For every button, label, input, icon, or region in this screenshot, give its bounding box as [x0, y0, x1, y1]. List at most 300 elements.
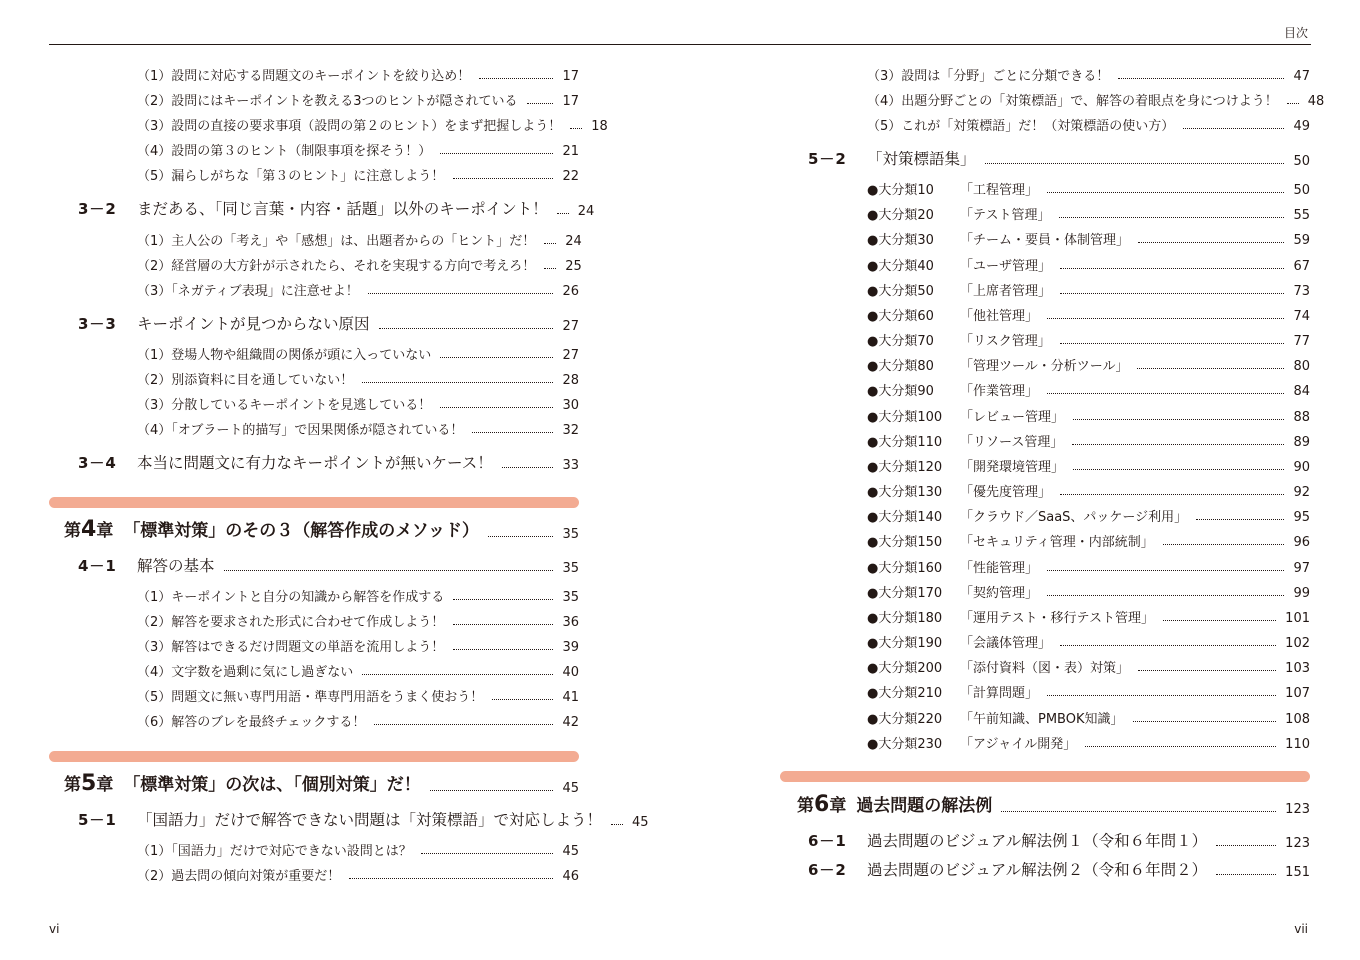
toc-section-entry[interactable]: [78, 314, 579, 334]
category-title: [867, 657, 1129, 676]
category-title: [867, 733, 1076, 752]
page-number: 108: [1285, 712, 1310, 727]
dot-leader: [1072, 444, 1284, 445]
dot-leader: [1047, 393, 1284, 394]
dot-leader: [440, 153, 553, 154]
category-name: 「添付資料（図・表）対策」: [960, 661, 1130, 676]
section-title: 解答の基本: [137, 557, 215, 575]
page-number: 80: [1293, 359, 1310, 374]
dot-leader: [362, 674, 553, 675]
dot-leader: [1138, 242, 1284, 243]
page-number: 74: [1293, 309, 1310, 324]
category-name: 「運用テスト・移行テスト管理」: [960, 611, 1154, 626]
toc-entry[interactable]: [137, 864, 579, 884]
entry-title: （3）解答はできるだけ問題文の単語を流用しよう！: [137, 640, 445, 655]
toc-entry[interactable]: [867, 114, 1310, 134]
category-label: ●大分類10: [867, 183, 934, 198]
entry-title: （1）主人公の「考え」や「感想」は、出題者からの「ヒント」だ！: [137, 234, 536, 249]
dot-leader: [1183, 128, 1284, 129]
dot-leader: [1138, 670, 1276, 671]
toc-category-entry[interactable]: [867, 304, 1310, 324]
category-label: ●大分類180: [867, 611, 943, 626]
dot-leader: [611, 824, 623, 825]
entry-title: （1）キーポイントと自分の知識から解答を作成する: [137, 590, 445, 605]
category-label: ●大分類90: [867, 384, 934, 399]
page-number: 90: [1293, 460, 1310, 475]
category-label: ●大分類130: [867, 485, 943, 500]
toc-chapter-entry[interactable]: [797, 793, 1310, 817]
chapter-prefix: 第: [64, 521, 81, 541]
chapter-suffix: 章: [829, 796, 847, 816]
entry-title: （5）問題文に無い専門用語・準専門用語をうまく使おう！: [137, 690, 484, 705]
category-title: [867, 305, 1038, 324]
toc-entry[interactable]: [137, 229, 582, 249]
dot-leader: [1163, 620, 1276, 621]
dot-leader: [362, 382, 553, 383]
entry-title: （3）設問は「分野」ごとに分類できる！: [867, 69, 1110, 84]
category-name: 「セキュリティ管理・内部統制」: [960, 535, 1154, 550]
category-title: [867, 229, 1129, 248]
toc-entry[interactable]: [137, 585, 579, 605]
section-title: まだある、「同じ言葉・内容・話題」以外のキーポイント！: [137, 200, 548, 218]
section-number: 5－1: [78, 811, 117, 829]
page-number: 95: [1293, 510, 1310, 525]
page-number: 25: [565, 259, 582, 274]
category-label: ●大分類70: [867, 334, 934, 349]
category-name: 「チーム・要員・体制管理」: [960, 233, 1130, 248]
dot-leader: [1059, 217, 1284, 218]
dot-leader: [570, 128, 582, 129]
page-number: 39: [562, 640, 579, 655]
page-number: 84: [1293, 384, 1310, 399]
page-number: 123: [1285, 836, 1310, 851]
toc-category-entry[interactable]: [867, 480, 1310, 500]
page-number: 40: [562, 665, 579, 680]
page-number: 46: [562, 869, 579, 884]
toc-category-entry[interactable]: [867, 254, 1310, 274]
category-title: [867, 506, 1187, 525]
page-number: 99: [1293, 586, 1310, 601]
category-name: 「作業管理」: [960, 384, 1039, 399]
dot-leader: [1047, 595, 1284, 596]
dot-leader: [479, 78, 553, 79]
category-name: 「開発環境管理」: [960, 460, 1065, 475]
page-number: 42: [562, 715, 579, 730]
chapter-title: [64, 516, 479, 542]
page-number: 101: [1285, 611, 1310, 626]
dot-leader: [1163, 544, 1285, 545]
category-name: 「性能管理」: [960, 561, 1039, 576]
category-name: 「契約管理」: [960, 586, 1039, 601]
toc-section-entry[interactable]: [78, 810, 649, 830]
toc-entry[interactable]: [137, 710, 579, 730]
category-label: ●大分類60: [867, 309, 934, 324]
entry-title: （2）経営層の大方針が示されたら、それを実現する方向で考えろ！: [137, 259, 536, 274]
dot-leader: [1060, 494, 1284, 495]
page-number: 17: [562, 69, 579, 84]
toc-entry[interactable]: [137, 139, 579, 159]
toc-category-entry[interactable]: [867, 732, 1310, 752]
toc-category-entry[interactable]: [867, 430, 1310, 450]
dot-leader: [1073, 419, 1284, 420]
category-name: 「クラウド／SaaS、パッケージ利用」: [960, 510, 1188, 525]
category-label: ●大分類190: [867, 636, 943, 651]
category-title: [867, 355, 1128, 374]
toc-category-entry[interactable]: [867, 681, 1310, 701]
entry-title: （1）「国語力」だけで対応できない設問とは？: [137, 844, 412, 859]
toc-category-entry[interactable]: [867, 556, 1310, 576]
page-number: 123: [1285, 802, 1310, 817]
page-number: 89: [1293, 435, 1310, 450]
entry-title: （5）漏らしがちな「第３のヒント」に注意しよう！: [137, 169, 445, 184]
category-label: ●大分類230: [867, 737, 943, 752]
category-label: ●大分類40: [867, 259, 934, 274]
toc-entry[interactable]: [137, 610, 579, 630]
chapter-title-text: 「標準対策」の次は、「個別対策」だ！: [123, 775, 421, 795]
dot-leader: [1133, 721, 1277, 722]
dot-leader: [1196, 519, 1284, 520]
dot-leader: [985, 163, 1285, 164]
toc-entry[interactable]: [137, 685, 579, 705]
category-name: 「テスト管理」: [960, 208, 1051, 223]
toc-entry[interactable]: [137, 418, 579, 438]
entry-title: （2）設問にはキーポイントを教える3つのヒントが隠されている: [137, 94, 518, 109]
page-number: 27: [562, 319, 579, 334]
category-name: 「上席者管理」: [960, 284, 1052, 299]
dot-leader: [1047, 192, 1284, 193]
section-title: キーポイントが見つからない原因: [137, 315, 370, 333]
dot-leader: [1047, 318, 1284, 319]
dot-leader: [1137, 368, 1284, 369]
toc-category-entry[interactable]: [867, 631, 1310, 651]
category-title: [867, 380, 1038, 399]
category-name: 「会議体管理」: [960, 636, 1052, 651]
toc-category-entry[interactable]: [867, 656, 1310, 676]
dot-leader: [1216, 874, 1276, 875]
entry-title: （2）別添資料に目を通していない！: [137, 373, 354, 388]
page-number: 96: [1293, 535, 1310, 550]
toc-entry[interactable]: [137, 660, 579, 680]
dot-leader: [379, 328, 554, 329]
page-number: 35: [562, 561, 579, 576]
category-label: ●大分類220: [867, 712, 943, 727]
toc-entry[interactable]: [137, 64, 579, 84]
dot-leader: [453, 178, 553, 179]
toc-category-entry[interactable]: [867, 707, 1310, 727]
dot-leader: [1073, 469, 1284, 470]
toc-category-entry[interactable]: [867, 228, 1310, 248]
entry-title: （1）登場人物や組織間の関係が頭に入っていない: [137, 348, 432, 363]
category-name: 「リスク管理」: [960, 334, 1051, 349]
category-title: [867, 481, 1051, 500]
dot-leader: [544, 268, 556, 269]
dot-leader: [453, 624, 553, 625]
entry-title: （3）設問の直接の要求事項（設問の第２のヒント）をまず把握しよう！: [137, 119, 562, 134]
category-name: 「計算問題」: [960, 686, 1039, 701]
page-number: 45: [632, 815, 649, 830]
page-number: 110: [1285, 737, 1310, 752]
entry-title: （1）設問に対応する問題文のキーポイントを絞り込め！: [137, 69, 471, 84]
dot-leader: [1060, 293, 1284, 294]
page-number: 67: [1293, 259, 1310, 274]
section-number: 6－1: [808, 832, 847, 850]
category-name: 「午前知識、PMBOK知識」: [960, 712, 1124, 727]
dot-leader: [527, 103, 554, 104]
chapter-prefix: 第: [64, 775, 81, 795]
toc-chapter-entry[interactable]: [64, 518, 579, 542]
chapter-number: 4: [81, 517, 97, 542]
category-title: [867, 607, 1154, 626]
toc-category-entry[interactable]: [867, 203, 1310, 223]
category-name: 「管理ツール・分析ツール」: [960, 359, 1129, 374]
toc-entry[interactable]: [137, 279, 579, 299]
entry-title: （2）過去問の傾向対策が重要だ！: [137, 869, 341, 884]
entry-title: （4）設問の第３のヒント（制限事項を探そう！）: [137, 144, 432, 159]
page-number: 73: [1293, 284, 1310, 299]
category-title: [867, 330, 1051, 349]
category-name: 「他社管理」: [960, 309, 1039, 324]
page-number: 59: [1293, 233, 1310, 248]
entry-title: （3）分散しているキーポイントを見逃している！: [137, 398, 432, 413]
section-title: 本当に問題文に有力なキーポイントが無いケース！: [137, 454, 493, 472]
toc-entry[interactable]: [137, 839, 579, 859]
page-number: 48: [1307, 94, 1325, 109]
page-number: 45: [562, 781, 579, 796]
toc-category-entry[interactable]: [867, 405, 1310, 425]
category-title: [867, 406, 1064, 425]
toc-section-entry[interactable]: [78, 556, 579, 576]
chapter-suffix: 章: [96, 521, 114, 541]
category-title: [867, 708, 1124, 727]
category-title: [867, 456, 1064, 475]
page-number: 22: [562, 169, 579, 184]
page-number: 103: [1285, 661, 1310, 676]
page-number: 36: [562, 615, 579, 630]
dot-leader: [1085, 746, 1276, 747]
toc-chapter-entry[interactable]: [64, 772, 579, 796]
left-page-number: vi: [49, 922, 60, 936]
chapter-6-bar: [780, 771, 1310, 782]
category-label: ●大分類30: [867, 233, 934, 248]
page-number: 77: [1293, 334, 1310, 349]
page-number: 24: [577, 204, 595, 219]
section-number: 3－4: [78, 454, 117, 472]
entry-title: （5）これが「対策標語」だ！（対策標語の使い方）: [867, 119, 1175, 134]
dot-leader: [1287, 103, 1299, 104]
chapter-5-bar: [49, 751, 579, 762]
toc-section-entry[interactable]: [78, 453, 579, 473]
toc-category-entry[interactable]: [867, 455, 1310, 475]
category-title: [867, 179, 1038, 198]
entry-title: （4）文字数を過剰に気にし過ぎない: [137, 665, 354, 680]
chapter-prefix: 第: [797, 796, 814, 816]
dot-leader: [1047, 695, 1276, 696]
dot-leader: [453, 599, 553, 600]
chapter-title-text: 過去問題の解法例: [856, 796, 993, 816]
dot-leader: [1060, 343, 1285, 344]
category-label: ●大分類20: [867, 208, 934, 223]
category-name: 「工程管理」: [960, 183, 1039, 198]
category-label: ●大分類160: [867, 561, 943, 576]
toc-entry[interactable]: [137, 343, 579, 363]
category-title: [867, 582, 1038, 601]
chapter-number: 6: [814, 792, 830, 817]
toc-category-entry[interactable]: [867, 505, 1310, 525]
dot-leader: [1060, 268, 1284, 269]
category-label: ●大分類210: [867, 686, 943, 701]
category-label: ●大分類80: [867, 359, 934, 374]
page-number: 151: [1285, 865, 1310, 880]
section-number: 4－1: [78, 557, 117, 575]
category-title: [867, 557, 1038, 576]
toc-entry[interactable]: [137, 635, 579, 655]
section-title: 過去問題のビジュアル解法例２（令和６年問２）: [867, 861, 1208, 879]
toc-entry[interactable]: [867, 89, 1325, 109]
category-name: 「アジャイル開発」: [960, 737, 1077, 752]
toc-section-entry[interactable]: [808, 860, 1310, 880]
toc-category-entry[interactable]: [867, 606, 1310, 626]
toc-section-entry[interactable]: [808, 831, 1310, 851]
page-number: 17: [562, 94, 579, 109]
toc-category-entry[interactable]: [867, 379, 1310, 399]
page-number: 30: [562, 398, 579, 413]
dot-leader: [224, 570, 554, 571]
category-title: [867, 632, 1051, 651]
category-label: ●大分類140: [867, 510, 943, 525]
dot-leader: [1001, 811, 1276, 812]
dot-leader: [349, 878, 553, 879]
toc-category-entry[interactable]: [867, 530, 1310, 550]
page-number: 27: [562, 348, 579, 363]
page-number: 26: [562, 284, 579, 299]
section-title: 「対策標語集」: [867, 150, 976, 168]
dot-leader: [374, 724, 553, 725]
toc-entry[interactable]: [137, 368, 579, 388]
category-label: ●大分類110: [867, 435, 943, 450]
toc-category-entry[interactable]: [867, 178, 1310, 198]
page-number: 18: [591, 119, 608, 134]
page-number: 49: [1293, 119, 1310, 134]
page-number: 50: [1293, 183, 1310, 198]
page-number: 28: [562, 373, 579, 388]
category-title: [867, 280, 1051, 299]
dot-leader: [557, 213, 569, 214]
page-number: 97: [1293, 561, 1310, 576]
page-number: 47: [1293, 69, 1310, 84]
entry-title: （4）「オブラート的描写」で因果関係が隠されている！: [137, 423, 464, 438]
chapter-title: [797, 791, 992, 817]
dot-leader: [1118, 78, 1284, 79]
dot-leader: [488, 536, 554, 537]
entry-title: （2）解答を要求された形式に合わせて作成しよう！: [137, 615, 445, 630]
entry-title: （3）「ネガティブ表現」に注意せよ！: [137, 284, 359, 299]
category-title: [867, 682, 1038, 701]
right-page-number: vii: [1294, 922, 1308, 936]
category-title: [867, 531, 1154, 550]
section-title: 「国語力」だけで解答できない問題は「対策標語」で対応しよう！: [137, 811, 603, 829]
page-number: 50: [1293, 154, 1310, 169]
dot-leader: [1060, 645, 1276, 646]
dot-leader: [544, 243, 556, 244]
page-number: 92: [1293, 485, 1310, 500]
header-rule: [49, 44, 1311, 45]
category-name: 「レビュー管理」: [960, 410, 1065, 425]
page-number: 41: [562, 690, 579, 705]
dot-leader: [453, 649, 553, 650]
page-number: 45: [562, 844, 579, 859]
toc-section-entry[interactable]: [78, 199, 595, 219]
dot-leader: [430, 790, 554, 791]
toc-entry[interactable]: [867, 64, 1310, 84]
section-number: 3－3: [78, 315, 117, 333]
section-title: 過去問題のビジュアル解法例１（令和６年問１）: [867, 832, 1208, 850]
category-name: 「リソース管理」: [960, 435, 1064, 450]
page-number: 32: [562, 423, 579, 438]
chapter-title: [64, 770, 421, 796]
header-title: 目次: [1283, 26, 1308, 40]
section-number: 3－2: [78, 200, 117, 218]
dot-leader: [502, 467, 554, 468]
dot-leader: [440, 407, 553, 408]
page-number: 102: [1285, 636, 1310, 651]
chapter-number: 5: [81, 771, 97, 796]
dot-leader: [368, 293, 554, 294]
section-number: 6－2: [808, 861, 847, 879]
category-label: ●大分類170: [867, 586, 943, 601]
page-number: 35: [562, 590, 579, 605]
toc-category-entry[interactable]: [867, 354, 1310, 374]
dot-leader: [1047, 570, 1284, 571]
category-title: [867, 204, 1050, 223]
category-title: [867, 255, 1051, 274]
toc-section-entry[interactable]: [808, 149, 1310, 169]
category-label: ●大分類120: [867, 460, 943, 475]
toc-entry[interactable]: [137, 393, 579, 413]
category-name: 「優先度管理」: [960, 485, 1052, 500]
toc-category-entry[interactable]: [867, 279, 1310, 299]
category-label: ●大分類150: [867, 535, 943, 550]
category-title: [867, 431, 1063, 450]
dot-leader: [1216, 845, 1276, 846]
chapter-4-bar: [49, 497, 579, 508]
page-number: 21: [562, 144, 579, 159]
page-number: 107: [1285, 686, 1310, 701]
page-number: 33: [562, 458, 579, 473]
category-label: ●大分類100: [867, 410, 943, 425]
page-number: 35: [562, 527, 579, 542]
dot-leader: [421, 853, 554, 854]
page-number: 24: [565, 234, 582, 249]
category-name: 「ユーザ管理」: [960, 259, 1052, 274]
entry-title: （4）出題分野ごとの「対策標語」で、解答の着眼点を身につけよう！: [867, 94, 1278, 109]
category-label: ●大分類50: [867, 284, 934, 299]
toc-entry[interactable]: [137, 114, 608, 134]
page-number: 88: [1293, 410, 1310, 425]
toc-entry[interactable]: [137, 254, 582, 274]
toc-entry[interactable]: [137, 89, 579, 109]
category-label: ●大分類200: [867, 661, 943, 676]
dot-leader: [492, 699, 553, 700]
dot-leader: [472, 432, 553, 433]
toc-category-entry[interactable]: [867, 581, 1310, 601]
entry-title: （6）解答のブレを最終チェックする！: [137, 715, 366, 730]
toc-category-entry[interactable]: [867, 329, 1310, 349]
chapter-title-text: 「標準対策」のその３（解答作成のメソッド）: [123, 521, 479, 541]
page-number: 55: [1293, 208, 1310, 223]
section-number: 5－2: [808, 150, 847, 168]
toc-entry[interactable]: [137, 164, 579, 184]
dot-leader: [440, 357, 553, 358]
